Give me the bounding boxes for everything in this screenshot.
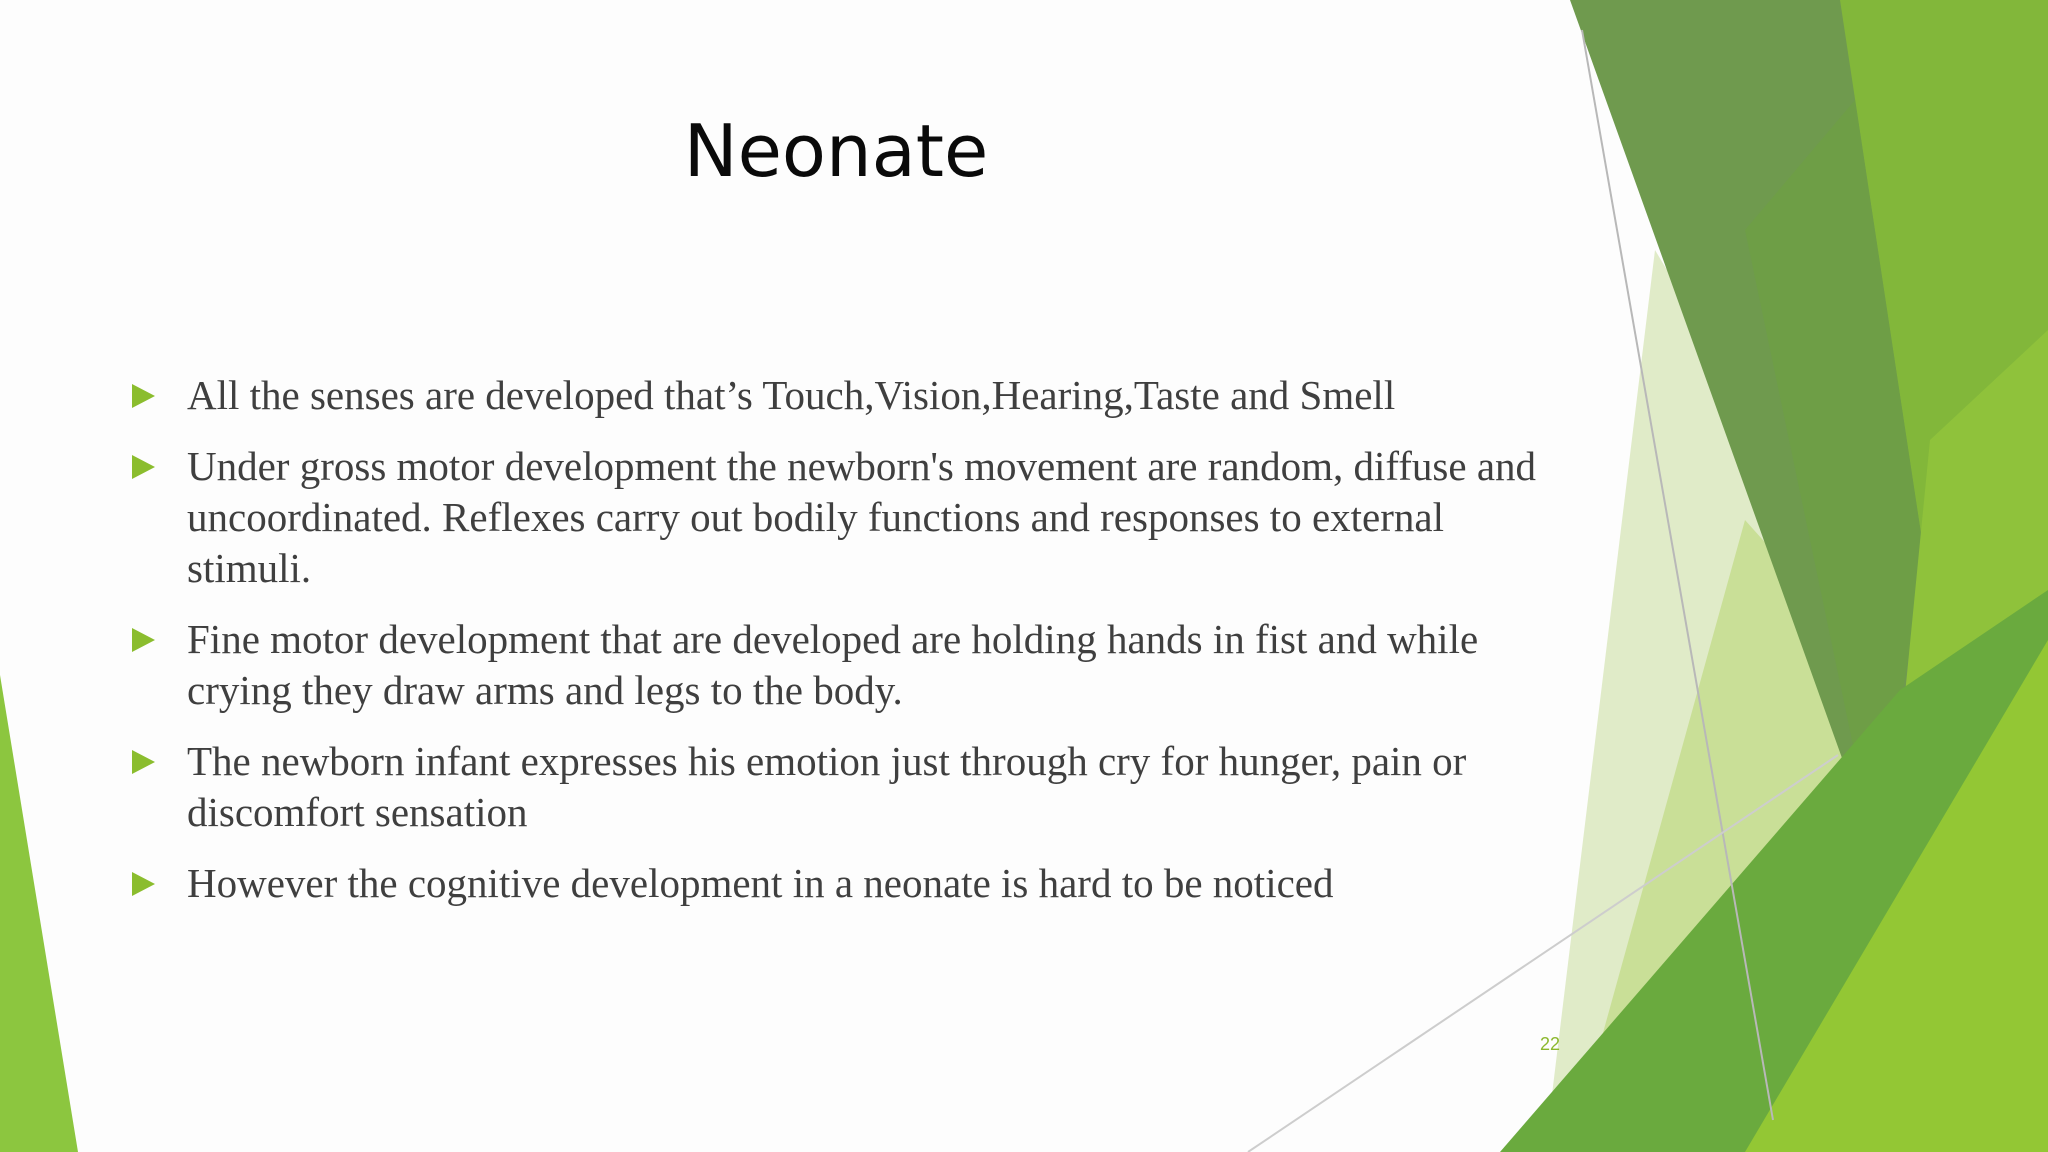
slide-number: 22 [1539,1034,1560,1054]
bullet-text: However the cognitive development in a neonate is hard to be noticed [187,860,1334,906]
bullet-item [120,370,1560,421]
bullet-text: All the senses are developed that’s Touch,Vision,Hearing,Taste and Smell [187,372,1396,418]
triangle-bullet-icon [132,872,155,896]
triangle-bullet-icon [132,384,155,408]
bullet-item [120,614,1560,716]
left-green-sliver [0,675,78,1152]
bullet-list [120,370,1560,929]
bullet-text: The newborn infant expresses his emotion just through cry for hunger, pain or discomfort sensation [187,738,1467,835]
triangle-bullet-icon [132,628,155,652]
triangle-bullet-icon [132,455,155,479]
bullet-text: Fine motor development that are developed are holding hands in fist and while crying they draw arms and legs to the body. [187,616,1479,713]
triangle-bullet-icon [132,750,155,774]
slide-title: Neonate [683,109,989,193]
bullet-text: Under gross motor development the newborn's movement are random, diffuse and uncoordinated. Reflexes carry out bodily functions and responses to external stimuli. [187,443,1537,591]
bullet-item [120,441,1560,594]
bullet-item [120,858,1560,909]
bullet-item [120,736,1560,838]
